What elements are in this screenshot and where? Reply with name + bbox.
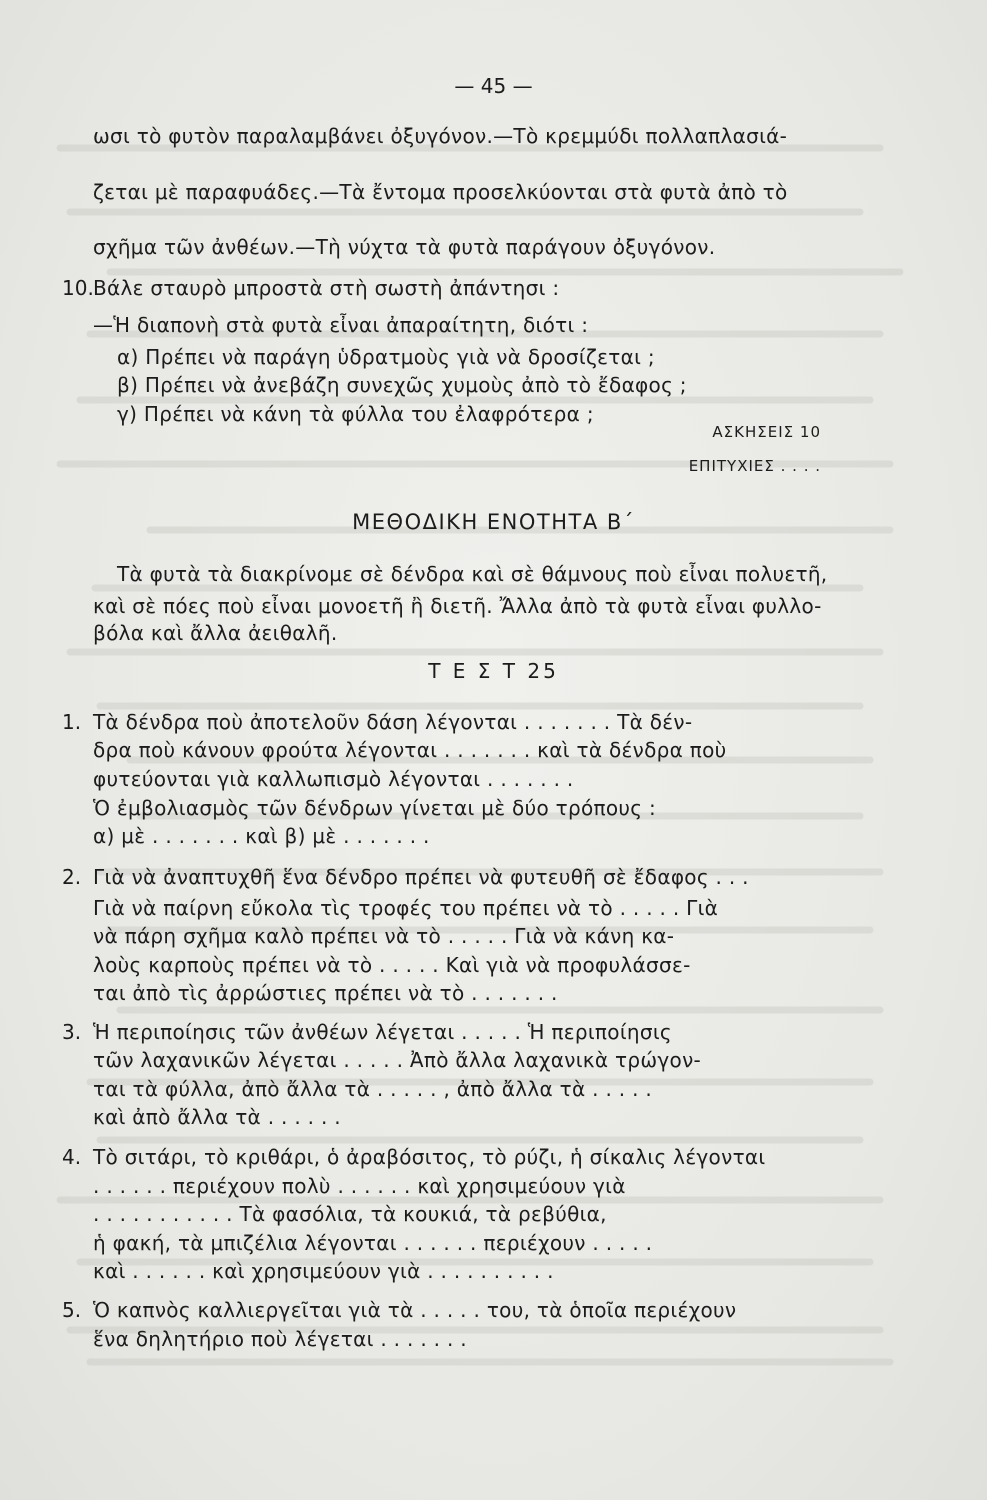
test-title: Τ Ε Σ Τ 25 — [428, 659, 559, 683]
question-number: 10. — [62, 276, 94, 300]
section-text-line: καὶ σὲ πόες ποὺ εἶναι μονοετῆ ἢ διετῆ. Ἄλλα ἀπὸ τὰ φυτὰ εἶναι φυλλο- — [93, 594, 822, 618]
exercise-line: ται ἀπὸ τὶς ἀρρώστιες πρέπει νὰ τὸ . . . . . . . — [93, 981, 558, 1005]
exercise-line: λοὺς καρποὺς πρέπει νὰ τὸ . . . . . Καὶ γιὰ νὰ προφυλάσσε- — [93, 953, 691, 977]
intro-line: ζεται μὲ παραφυάδες.—Τὰ ἔντομα προσελκύονται στὰ φυτὰ ἀπὸ τὸ — [93, 180, 788, 204]
exercise-line: φυτεύονται γιὰ καλλωπισμὸ λέγονται . . . . . . . — [93, 767, 574, 791]
exercise-line: δρα ποὺ κάνουν φρούτα λέγονται . . . . . . . καὶ τὰ δένδρα ποὺ — [93, 738, 727, 762]
exercise-line: . . . . . . . . . . . Τὰ φασόλια, τὰ κουκιά, τὰ ρεβύθια, — [93, 1202, 607, 1226]
exercise-line: . . . . . . περιέχουν πολὺ . . . . . . καὶ χρησιμεύουν γιὰ — [93, 1174, 626, 1198]
exercise-number: 2. — [62, 865, 82, 889]
exercise-line: ἡ φακή, τὰ μπιζέλια λέγονται . . . . . . περιέχουν . . . . . — [93, 1231, 653, 1255]
exercise-line: Τὰ δένδρα ποὺ ἀποτελοῦν δάση λέγονται . . . . . . . Τὰ δέν- — [93, 710, 693, 734]
exercise-number: 1. — [62, 710, 82, 734]
exercise-line: τῶν λαχανικῶν λέγεται . . . . . Ἀπὸ ἄλλα λαχανικὰ τρώγον- — [93, 1048, 702, 1072]
exercise-line: νὰ πάρη σχῆμα καλὸ πρέπει νὰ τὸ . . . . . Γιὰ νὰ κάνη κα- — [93, 924, 675, 948]
section-title: ΜΕΘΟΔΙΚΗ ΕΝΟΤΗΤΑ Β΄ — [352, 510, 635, 534]
answer-option-b: β) Πρέπει νὰ ἀνεβάζη συνεχῶς χυμοὺς ἀπὸ τὸ ἔδαφος ; — [117, 373, 687, 397]
answer-option-c: γ) Πρέπει νὰ κάνη τὰ φύλλα του ἐλαφρότερα ; — [117, 402, 594, 426]
exercise-line: Ὁ καπνὸς καλλιεργεῖται γιὰ τὰ . . . . . του, τὰ ὁποῖα περιέχουν — [93, 1298, 737, 1322]
exercise-line: καὶ . . . . . . καὶ χρησιμεύουν γιὰ . . . . . . . . . . — [93, 1259, 554, 1283]
question-statement: —Ἡ διαπονὴ στὰ φυτὰ εἶναι ἀπαραίτητη, διότι : — [93, 313, 589, 337]
question-prompt: Βάλε σταυρὸ μπροστὰ στὴ σωστὴ ἀπάντησι : — [93, 276, 560, 300]
section-text-line: Τὰ φυτὰ τὰ διακρίνομε σὲ δένδρα καὶ σὲ θάμνους ποὺ εἶναι πολυετῆ, — [117, 562, 828, 586]
exercise-line: ἕνα δηλητήριο ποὺ λέγεται . . . . . . . — [93, 1327, 467, 1351]
intro-line: ωσι τὸ φυτὸν παραλαμβάνει ὀξυγόνον.—Τὸ κρεμμύδι πολλαπλασιά- — [93, 124, 788, 148]
intro-line: σχῆμα τῶν ἀνθέων.—Τὴ νύχτα τὰ φυτὰ παράγουν ὀξυγόνον. — [93, 235, 716, 259]
successes-count: ΕΠΙΤΥΧΙΕΣ . . . . — [688, 457, 821, 475]
exercise-line: α) μὲ . . . . . . . καὶ β) μὲ . . . . . . . — [93, 824, 430, 848]
exercise-number: 4. — [62, 1145, 82, 1169]
exercise-line: Ἡ περιποίησις τῶν ἀνθέων λέγεται . . . . . Ἡ περιποίησις — [93, 1020, 672, 1044]
page-number: — 45 — — [454, 74, 533, 98]
exercise-line: Γιὰ νὰ παίρνη εὔκολα τὶς τροφές του πρέπει νὰ τὸ . . . . . Γιὰ — [93, 896, 719, 920]
answer-option-a: α) Πρέπει νὰ παράγη ὑδρατμοὺς γιὰ νὰ δροσίζεται ; — [117, 345, 655, 369]
exercise-line: Γιὰ νὰ ἀναπτυχθῆ ἕνα δένδρο πρέπει νὰ φυτευθῆ σὲ ἔδαφος . . . — [93, 865, 749, 889]
exercise-line: Τὸ σιτάρι, τὸ κριθάρι, ὁ ἀραβόσιτος, τὸ ρύζι, ἡ σίκαλις λέγονται — [93, 1145, 766, 1169]
section-text-line: βόλα καὶ ἄλλα ἀειθαλῆ. — [93, 621, 338, 645]
exercise-line: ται τὰ φύλλα, ἀπὸ ἄλλα τὰ . . . . . , ἀπὸ ἄλλα τὰ . . . . . — [93, 1077, 653, 1101]
exercise-number: 3. — [62, 1020, 82, 1044]
exercise-line: Ὁ ἐμβολιασμὸς τῶν δένδρων γίνεται μὲ δύο τρόπους : — [93, 796, 657, 820]
exercises-count: ΑΣΚΗΣΕΙΣ 10 — [712, 423, 821, 441]
exercise-number: 5. — [62, 1298, 82, 1322]
exercise-line: καὶ ἀπὸ ἄλλα τὰ . . . . . . — [93, 1105, 341, 1129]
